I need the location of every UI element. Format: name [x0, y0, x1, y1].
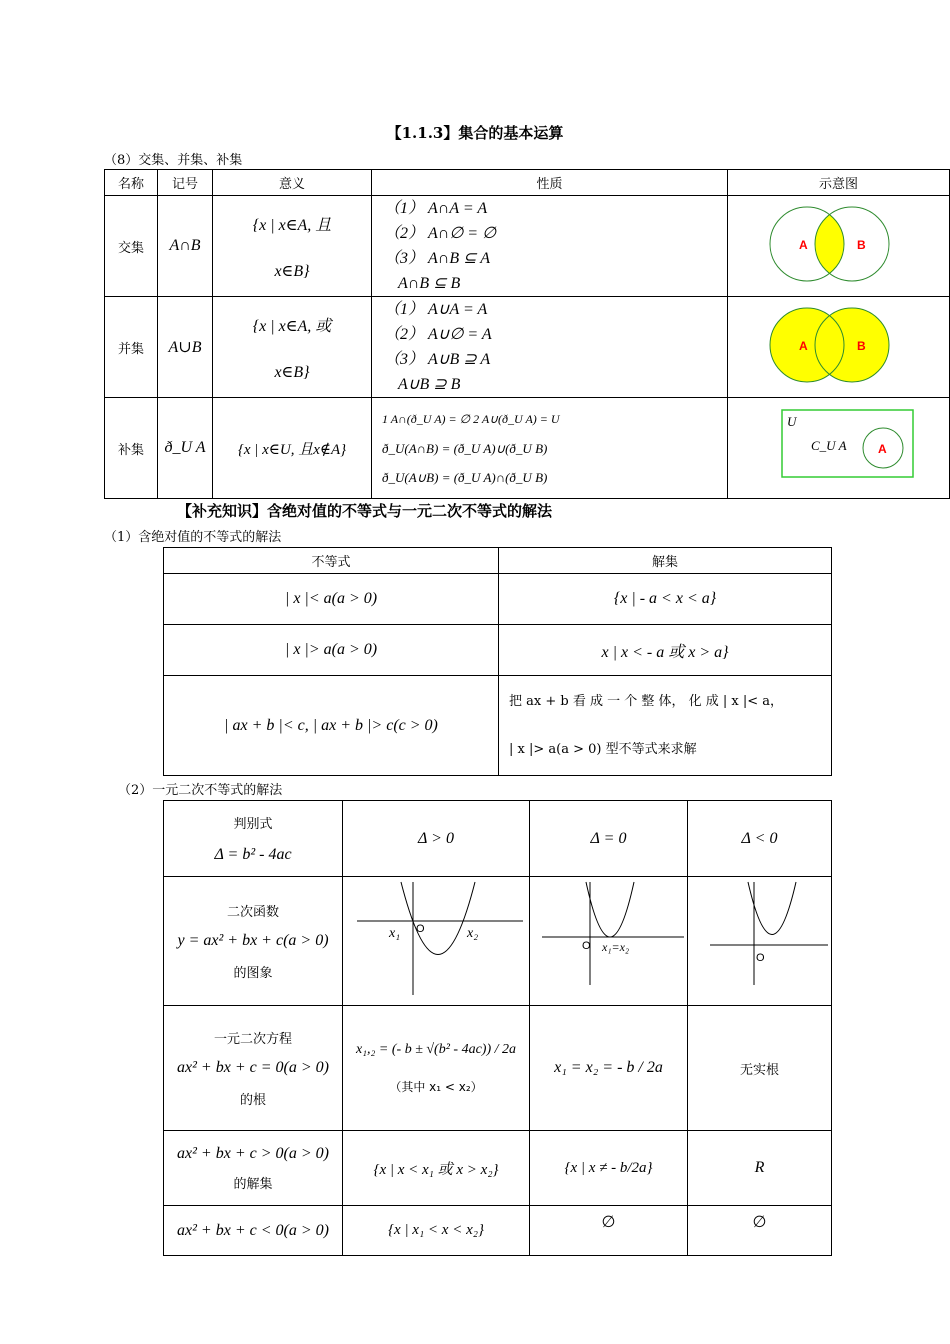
row-intersection	[105, 196, 950, 297]
quadratic-function-formula: y = ax² + bx + c(a > 0)	[177, 932, 329, 949]
intersection-prop-4: A∩B ⊆ B	[398, 275, 461, 292]
complement-name: 补集	[105, 398, 158, 499]
gt-solution-one-root: {x | x ≠ - b/2a}	[530, 1131, 688, 1206]
abs-sol-1: {x | - a < x < a}	[499, 574, 832, 625]
abs-ineq-2: | x |> a(a > 0)	[164, 625, 499, 676]
intersection-symbol: A∩B	[158, 196, 213, 297]
intersection-prop-1: （1） A∩A = A	[384, 200, 488, 217]
complement-prop-3: ð_U(A∪B) = (ð_U A)∩(ð_U B)	[382, 469, 548, 485]
equation-label: 一元二次方程	[213, 1032, 292, 1047]
parabola-one-root	[586, 882, 634, 937]
supplement-title: 【补充知识】含绝对值的不等式与一元二次不等式的解法	[177, 502, 553, 520]
abs-sol-3a: 把 ax + b 看 成 一 个 整 体， 化 成 | x |< a，	[509, 693, 784, 709]
universe-label: U	[786, 414, 796, 429]
origin-label: O	[416, 923, 425, 935]
universe-box	[782, 410, 913, 477]
abs-ineq-1: | x |< a(a > 0)	[164, 574, 499, 625]
lt-solution-one-root: ∅	[530, 1206, 688, 1256]
graph-delta-positive	[343, 877, 529, 1001]
lt-inequality: ax² + bx + c < 0(a > 0)	[164, 1206, 343, 1256]
root-x2: x₂	[467, 926, 479, 941]
double-root-formula: x₁ = x₂ = - b / 2a	[530, 1006, 688, 1131]
union-label-a: A	[798, 339, 808, 353]
header-name: 名称	[105, 170, 158, 196]
venn-label-b: B	[856, 238, 866, 252]
quadratic-function-label: 二次函数	[226, 905, 279, 920]
graph-delta-negative	[688, 877, 831, 1001]
abs-inequality-table	[163, 547, 832, 776]
union-label-b: B	[856, 339, 866, 353]
complement-symbol: ð_U A	[158, 398, 213, 499]
root-order-note: （其中 x₁ < x₂）	[389, 1079, 483, 1094]
complement-prop-1: 1 A∩(ð_U A) = ∅ 2 A∪(ð_U A) = U	[382, 411, 560, 426]
section-2-caption: （2）一元二次不等式的解法	[118, 783, 283, 798]
abs-ineq-3: | ax + b |< c, | ax + b |> c(c > 0)	[164, 676, 499, 776]
intersection-name: 交集	[105, 196, 158, 297]
origin-label: O	[582, 940, 591, 952]
page-title: 【1.1.3】集合的基本运算	[386, 124, 564, 142]
discriminant-label: 判别式	[233, 817, 273, 832]
quadratic-table	[163, 800, 832, 1256]
delta-positive: Δ > 0	[343, 801, 530, 877]
header-properties: 性质	[372, 170, 728, 196]
complement-region-label: C_U A	[810, 438, 847, 453]
header-symbol: 记号	[158, 170, 213, 196]
union-prop-3: （3） A∪B ⊇ A	[384, 351, 491, 368]
union-meaning-1: {x | x∈A, 或	[252, 317, 332, 335]
parabola-no-root	[748, 882, 796, 935]
union-prop-1: （1） A∪A = A	[384, 301, 488, 318]
union-name: 并集	[105, 297, 158, 398]
gt-inequality: ax² + bx + c > 0(a > 0)	[177, 1144, 329, 1162]
abs-header-sol: 解集	[499, 548, 832, 574]
complement-prop-2: ð_U(A∩B) = (ð_U A)∪(ð_U B)	[382, 440, 548, 456]
graph-delta-zero	[530, 877, 687, 1001]
lt-solution-no-root: ∅	[688, 1206, 832, 1256]
graph-label: 的图象	[233, 966, 273, 981]
intersection-meaning-2: x∈B}	[274, 262, 310, 280]
lt-solution-two-roots: {x | x₁ < x < x₂}	[343, 1206, 530, 1256]
section-8-caption: （8）交集、并集、补集	[104, 153, 243, 168]
row-complement	[105, 398, 950, 499]
gt-solution-label: 的解集	[233, 1176, 273, 1192]
complement-meaning: {x | x∈U, 且x∉A}	[213, 398, 372, 499]
complement-label-a: A	[877, 442, 887, 456]
union-meaning-2: x∈B}	[274, 363, 310, 381]
complement-diagram	[729, 398, 949, 494]
delta-zero: Δ = 0	[530, 801, 688, 877]
quadratic-formula: x₁,₂ = (- b ± √(b² - 4ac)) / 2a	[355, 1041, 517, 1057]
discriminant-formula: Δ = b² - 4ac	[214, 846, 292, 863]
intersection-prop-2: （2） A∩∅ = ∅	[384, 225, 497, 242]
intersection-venn	[729, 196, 949, 292]
venn-label-a: A	[798, 238, 808, 252]
union-symbol: A∪B	[158, 297, 213, 398]
header-meaning: 意义	[213, 170, 372, 196]
delta-negative: Δ < 0	[688, 801, 832, 877]
double-root: x₁=x₂	[602, 940, 630, 954]
set-operations-table	[104, 169, 950, 499]
union-venn	[729, 297, 949, 393]
union-prop-4: A∪B ⊇ B	[398, 376, 461, 393]
equation-formula: ax² + bx + c = 0(a > 0)	[177, 1059, 329, 1076]
gt-solution-two-roots: {x | x < x₁ 或 x > x₂}	[343, 1131, 530, 1206]
parabola-two-roots	[401, 882, 475, 955]
abs-header-ineq: 不等式	[164, 548, 499, 574]
intersection-meaning-1: {x | x∈A, 且	[252, 216, 332, 234]
gt-solution-no-root: R	[688, 1131, 832, 1206]
section-1-caption: （1）含绝对值的不等式的解法	[104, 530, 282, 545]
header-diagram: 示意图	[728, 170, 950, 196]
abs-sol-3b: | x |> a(a > 0) 型不等式来求解	[509, 741, 697, 757]
root-x1: x₁	[389, 926, 401, 941]
intersection-prop-3: （3） A∩B ⊆ A	[384, 250, 490, 267]
row-union	[105, 297, 950, 398]
roots-label: 的根	[239, 1093, 266, 1108]
abs-sol-2: x | x < - a 或 x > a}	[499, 625, 832, 676]
origin-label: O	[756, 952, 765, 964]
union-prop-2: （2） A∪∅ = A	[384, 326, 492, 343]
no-real-roots: 无实根	[688, 1006, 832, 1131]
